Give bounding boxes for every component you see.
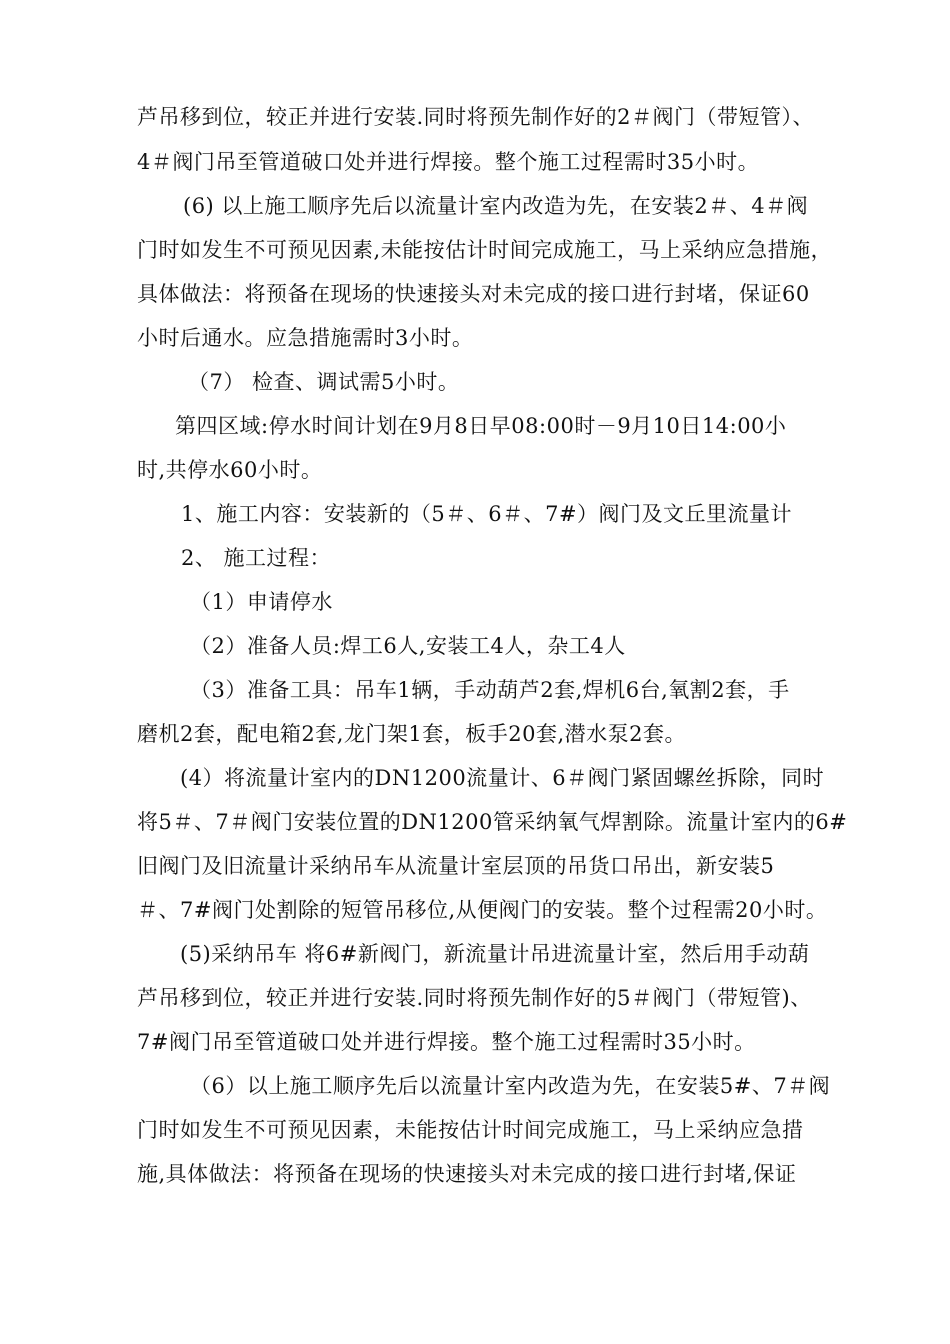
text-line: 芦吊移到位，较正并进行安装.同时将预先制作好的2＃阀门（带短管）、 [137,105,815,129]
text-line: 具体做法：将预备在现场的快速接头对未完成的接口进行封堵，保证60 [137,282,810,306]
text-line: 1、施工内容：安装新的（5＃、6＃、7#）阀门及文丘里流量计 [181,502,793,526]
text-line: 门时如发生不可预见因素,未能按估计时间完成施工，马上采纳应急措施， [137,238,833,262]
text-line: ＃、7#阀门处割除的短管吊移位,从便阀门的安装。整个过程需20小时。 [137,898,828,922]
text-line: （1）申请停水 [190,590,333,614]
text-line: 门时如发生不可预见因素，未能按估计时间完成施工，马上采纳应急措 [137,1118,804,1142]
text-line: (4）将流量计室内的DN1200流量计、6＃阀门紧固螺丝拆除，同时 [180,766,825,790]
text-line: 芦吊移到位，较正并进行安装.同时将预先制作好的5＃阀门（带短管)、 [137,986,812,1010]
text-line: (5)采纳吊车 将6#新阀门，新流量计吊进流量计室，然后用手动葫 [180,942,810,966]
text-line: (6) 以上施工顺序先后以流量计室内改造为先，在安装2＃、4＃阀 [183,194,809,218]
text-line: 7#阀门吊至管道破口处并进行焊接。整个施工过程需时35小时。 [137,1030,756,1054]
text-line: 将5＃、7＃阀门安装位置的DN1200管采纳氧气焊割除。流量计室内的6# [137,810,848,834]
text-line: 第四区域:停水时间计划在9月8日早08:00时－9月10日14:00小 [175,414,787,438]
text-line: 小时后通水。应急措施需时3小时。 [137,326,474,350]
text-line: （6）以上施工顺序先后以流量计室内改造为先，在安装5#、7＃阀 [190,1074,831,1098]
text-line: （3）准备工具：吊车1辆，手动葫芦2套,焊机6台,氧割2套，手 [190,678,790,702]
text-line: 旧阀门及旧流量计采纳吊车从流量计室层顶的吊货口吊出，新安装5 [137,854,775,878]
text-line: 4＃阀门吊至管道破口处并进行焊接。整个施工过程需时35小时。 [137,150,760,174]
text-line: 施,具体做法：将预备在现场的快速接头对未完成的接口进行封堵,保证 [137,1162,797,1186]
text-line: 时,共停水60小时。 [137,458,323,482]
text-line: 2、 施工过程： [181,546,332,570]
text-line: 磨机2套，配电箱2套,龙门架1套，板手20套,潜水泵2套。 [137,722,687,746]
text-line: （2）准备人员:焊工6人,安装工4人，杂工4人 [190,634,626,658]
text-line: （7） 检查、调试需5小时。 [188,370,460,394]
